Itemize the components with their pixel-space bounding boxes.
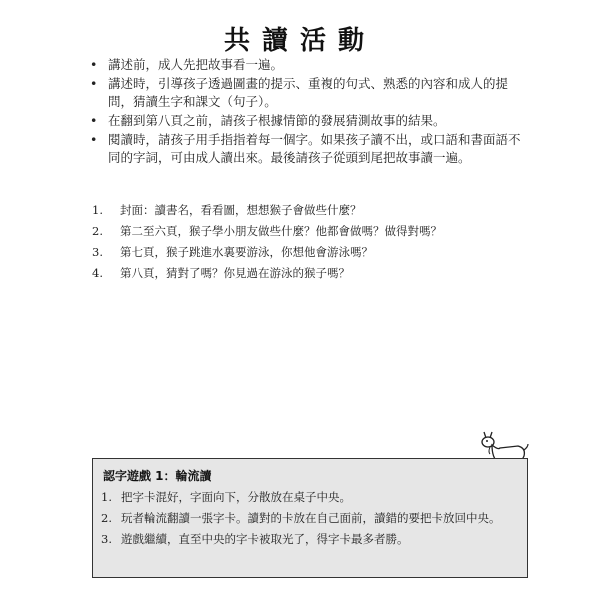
bullet-item: • 講述前，成人先把故事看一遍。 — [90, 57, 284, 72]
step-item: 4. 第八頁，猜對了嗎？你見過在游泳的猴子嗎？ — [92, 266, 350, 280]
instruction-bullets — [90, 56, 530, 168]
bullet-item: • 在翻到第八頁之前，請孩子根據情節的發展猜測故事的結果。 — [90, 113, 446, 128]
bullet-icon: • — [90, 57, 98, 72]
page-title: 共讀活動 — [223, 26, 376, 56]
step-item: 3. 第七頁，猴子跳進水裏要游泳，你想他會游泳嗎？ — [92, 245, 373, 259]
bullet-icon: • — [90, 132, 98, 147]
bullet-icon: • — [90, 76, 98, 91]
game-steps — [101, 489, 517, 552]
bullet-icon: • — [90, 113, 98, 128]
game-step-item: 2. 玩者輪流翻讀一張字卡。讀對的卡放在自己面前，讀錯的要把卡放回中央。 — [101, 511, 501, 525]
game-step-item: 3. 遊戲繼續，直至中央的字卡被取光了，得字卡最多者勝。 — [101, 532, 409, 546]
bullet-item: • 講述時，引導孩子透過圖畫的提示、重複的句式、熟悉的內容和成人的提問，猜讀生字和課文（句子）。 — [90, 76, 509, 109]
word-game-box — [92, 458, 528, 578]
game-title: 認字遊戲 1：輪流讀 — [103, 469, 212, 483]
game-step-item: 1. 把字卡混好，字面向下，分散放在桌子中央。 — [101, 490, 351, 504]
bullet-item: • 閱讀時，請孩子用手指指着每一個字。如果孩子讀不出，或口語和書面語不同的字詞，可由成人讀出來。最後請孩子從頭到尾把故事讀一遍。 — [90, 132, 521, 165]
step-item: 1. 封面：讀書名，看看圖，想想猴子會做些什麼？ — [92, 203, 362, 217]
reading-steps — [92, 200, 532, 284]
step-item: 2. 第二至六頁，猴子學小朋友做些什麼？他都會做嗎？做得對嗎？ — [92, 224, 442, 238]
